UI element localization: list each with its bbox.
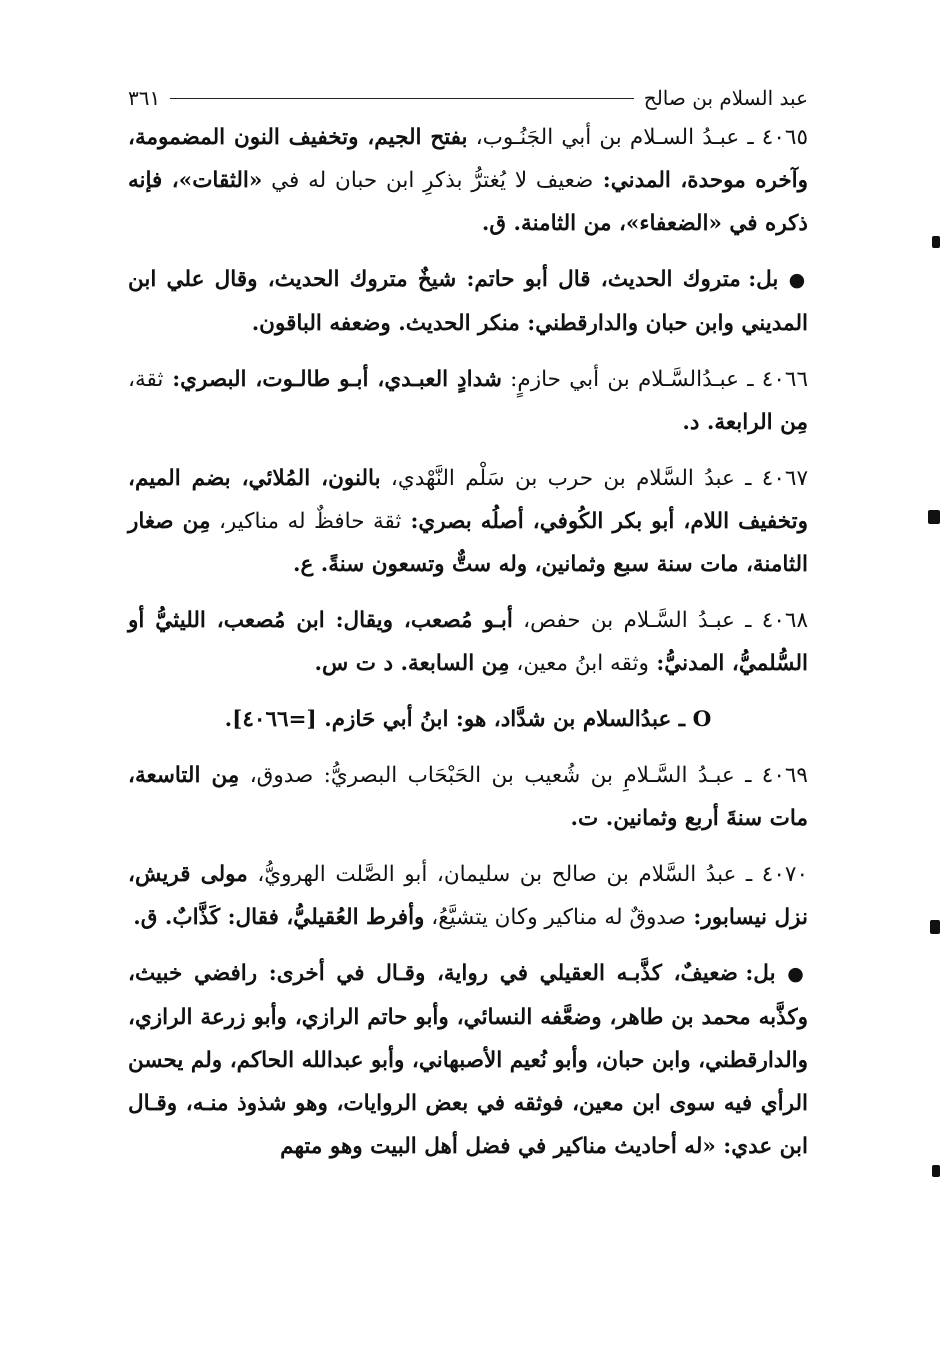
entry-bold: بفتح الجيم، وتخفيف النون المضمومة، وآخره موحدة، المدني: — [128, 125, 808, 193]
entry-bold-tail: مِن الرابعة. د. — [682, 410, 808, 435]
entry-text: ضعيف لا يُغترُّ بذكرِ ابن حبان له في — [262, 168, 594, 193]
entry-bold-tail: مِن السابعة. د ت س. — [314, 651, 510, 676]
entry-text: ثقة حافظٌ له مناكير، — [210, 509, 402, 534]
entry-text: صدوق، — [239, 763, 314, 788]
entry-4068 — [128, 599, 808, 685]
book-page — [128, 80, 808, 1320]
running-head-title: عبد السلام بن صالح — [643, 86, 808, 110]
entry-bold-tail: مِن التاسعة، مات سنةَ أربع وثمانين. ت. — [128, 763, 808, 831]
entry-bold-tail: «الثقات»، فإنه ذكره في «الضعفاء»، من الثامنة. ق. — [128, 168, 808, 236]
running-head-rule — [170, 98, 634, 99]
entry-bold-tail: مِن صغار الثامنة، مات سنة سبع وثمانين، وله ستٌّ وتسعون سنةً. ع. — [128, 509, 808, 577]
note-4065 — [128, 258, 808, 345]
note-text: بل: ضعيفٌ، كذَّبـه العقيلي في رواية، وقـال في أخرى: رافضي خبيث، وكذَّبه محمد بن طاهر، وضعَّفه النسائي، وأبو حاتم الرازي، وأبو زرعة الرازي، والدارقطني، وابن حبان، وأبو نُعيم الأصبهاني، وأبو عبدالله الحاكم، ولم يحسن الرأي فيه سوى ابن معين، فوثقه في بعض الروايات، وهو شذوذ منـه، وقـال ابن عدي: «له أحاديث مناكير في فضل أهل البيت وهو متهم — [128, 961, 808, 1159]
entry-bold-tail: وأفرط العُقيليُّ، فقال: كَذَّابٌ. ق. — [133, 905, 425, 930]
entry-lead: ٤٠٦٧ ـ عبدُ السَّلام بن حرب بن سَلْم النَّهْدي، — [380, 466, 808, 491]
entry-4067 — [128, 457, 808, 586]
bullet-icon: ● — [787, 963, 808, 985]
entry-lead: ٤٠٦٥ ـ عبـدُ السـلام بن أبي الجَنُـوب، — [467, 125, 808, 150]
entry-bold: أبـو مُصعب، ويقال: ابن مُصعب، الليثيُّ أو السُّلميُّ، المدنيُّ: — [128, 608, 808, 676]
bullet-icon: ● — [788, 269, 808, 291]
entry-text: ثقة، — [128, 367, 164, 392]
entry-lead: ٤٠٦٨ ـ عبـدُ السَّـلام بن حفص، — [512, 608, 808, 633]
margin-mark — [932, 236, 940, 248]
margin-mark — [932, 1165, 940, 1177]
entry-lead: ٤٠٧٠ ـ عبدُ السَّلام بن صالح بن سليمان، أبو الصَّلت الهرويُّ، — [247, 862, 808, 887]
cross-reference: O ـ عبدُالسلام بن شدَّاد، هو: ابنُ أبي حَازم. [=٤٠٦٦]. — [224, 707, 712, 732]
margin-mark — [928, 510, 940, 524]
entry-lead: ٤٠٦٦ ـ عبـدُالسَّـلام بن أبي حازمٍ: — [501, 367, 808, 392]
entry-4066 — [128, 358, 808, 444]
note-4070 — [128, 952, 808, 1168]
page-number: ٣٦١ — [128, 86, 161, 110]
margin-mark — [930, 920, 940, 934]
entry-4069 — [128, 754, 808, 840]
entry-bold: بالنون، المُلائي، بضم الميم، وتخفيف اللام، أبو بكر الكُوفي، أصلُه بصري: — [128, 466, 808, 534]
entry-lead: ٤٠٦٩ ـ عبـدُ السَّـلامِ بن شُعيب بن الحَبْحَاب البصريُّ: — [313, 763, 808, 788]
entry-4065 — [128, 116, 808, 245]
entry-4070 — [128, 853, 808, 939]
entry-text: وثقه ابنُ معين، — [509, 651, 649, 676]
entry-bold: مولى قريش، نزل نيسابور: — [128, 862, 808, 930]
entry-text: صدوقٌ له مناكير وكان يتشيَّعُ، — [424, 905, 686, 930]
note-text: بل: متروك الحديث، قال أبو حاتم: شيخٌ متروك الحديث، وقال علي ابن المديني وابن حبان والدارقطني: منكر الحديث. وضعفه الباقون. — [128, 267, 808, 336]
entry-bold: شدادٍ العبـدي، أبـو طالـوت، البصري: — [163, 367, 502, 392]
running-head — [128, 80, 808, 116]
